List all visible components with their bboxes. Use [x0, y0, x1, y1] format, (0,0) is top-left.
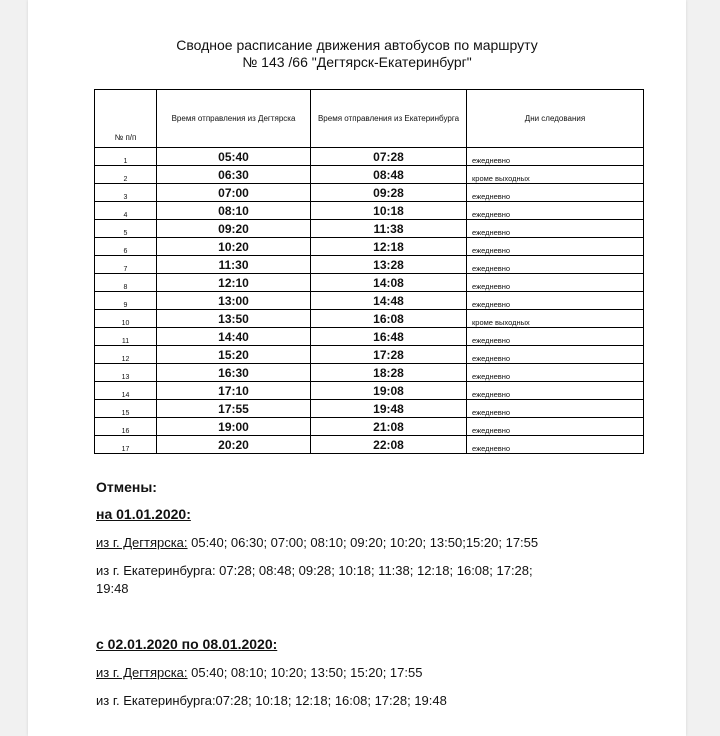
document-page [28, 0, 686, 736]
row-number: 4 [95, 202, 157, 220]
table-row [95, 148, 644, 166]
operating-days: кроме выходных [467, 166, 644, 184]
operating-days: ежедневно [467, 184, 644, 202]
operating-days: ежедневно [467, 418, 644, 436]
departure-degtyarsk: 12:10 [157, 274, 311, 292]
cancel-1-degtyarsk-label: из г. Дегтярска: [96, 535, 188, 550]
operating-days: ежедневно [467, 256, 644, 274]
departure-degtyarsk: 10:20 [157, 238, 311, 256]
departure-degtyarsk: 16:30 [157, 364, 311, 382]
cancel-2-degtyarsk-label: из г. Дегтярска: [96, 665, 188, 680]
table-row [95, 382, 644, 400]
departure-degtyarsk: 06:30 [157, 166, 311, 184]
departure-ekb: 19:08 [311, 382, 467, 400]
table-row [95, 238, 644, 256]
header-from-degtyarsk: Время отправления из Дегтярска [157, 90, 311, 148]
row-number: 17 [95, 436, 157, 454]
departure-ekb: 14:08 [311, 274, 467, 292]
row-number: 2 [95, 166, 157, 184]
row-number: 7 [95, 256, 157, 274]
departure-degtyarsk: 17:10 [157, 382, 311, 400]
operating-days: ежедневно [467, 400, 644, 418]
departure-ekb: 21:08 [311, 418, 467, 436]
departure-degtyarsk: 20:20 [157, 436, 311, 454]
schedule-body [95, 148, 644, 454]
departure-degtyarsk: 15:20 [157, 346, 311, 364]
departure-degtyarsk: 19:00 [157, 418, 311, 436]
table-row [95, 310, 644, 328]
row-number: 11 [95, 328, 157, 346]
departure-degtyarsk: 08:10 [157, 202, 311, 220]
table-row [95, 346, 644, 364]
departure-degtyarsk: 13:50 [157, 310, 311, 328]
row-number: 10 [95, 310, 157, 328]
header-num: № п/п [95, 90, 157, 148]
cancel-1-ekb-line-1: из г. Екатеринбурга: 07:28; 08:48; 09:28; 10:18; 11:38; 12:18; 16:08; 17:28; [96, 563, 533, 578]
departure-ekb: 17:28 [311, 346, 467, 364]
operating-days: ежедневно [467, 346, 644, 364]
departure-ekb: 09:28 [311, 184, 467, 202]
table-header-row [95, 90, 644, 148]
departure-degtyarsk: 11:30 [157, 256, 311, 274]
row-number: 16 [95, 418, 157, 436]
departure-degtyarsk: 14:40 [157, 328, 311, 346]
table-row [95, 328, 644, 346]
row-number: 13 [95, 364, 157, 382]
table-row [95, 400, 644, 418]
operating-days: ежедневно [467, 328, 644, 346]
row-number: 5 [95, 220, 157, 238]
table-row [95, 202, 644, 220]
header-days: Дни следования [467, 90, 644, 148]
departure-ekb: 11:38 [311, 220, 467, 238]
departure-ekb: 19:48 [311, 400, 467, 418]
departure-degtyarsk: 09:20 [157, 220, 311, 238]
schedule-table [94, 89, 644, 454]
departure-ekb: 22:08 [311, 436, 467, 454]
departure-ekb: 07:28 [311, 148, 467, 166]
title-line-1: Сводное расписание движения автобусов по маршруту [176, 37, 538, 53]
departure-degtyarsk: 17:55 [157, 400, 311, 418]
operating-days: ежедневно [467, 238, 644, 256]
departure-ekb: 12:18 [311, 238, 467, 256]
page-title [28, 37, 686, 71]
operating-days: ежедневно [467, 148, 644, 166]
departure-degtyarsk: 13:00 [157, 292, 311, 310]
row-number: 6 [95, 238, 157, 256]
row-number: 8 [95, 274, 157, 292]
row-number: 3 [95, 184, 157, 202]
table-row [95, 220, 644, 238]
operating-days: ежедневно [467, 292, 644, 310]
departure-ekb: 08:48 [311, 166, 467, 184]
operating-days: ежедневно [467, 436, 644, 454]
title-line-2: № 143 /66 "Дегтярск-Екатеринбург" [242, 54, 472, 70]
cancel-1-degtyarsk-times: 05:40; 06:30; 07:00; 08:10; 09:20; 10:20; 13:50;15:20; 17:55 [191, 535, 539, 550]
operating-days: кроме выходных [467, 310, 644, 328]
departure-ekb: 14:48 [311, 292, 467, 310]
row-number: 15 [95, 400, 157, 418]
header-from-ekb: Время отправления из Екатеринбурга [311, 90, 467, 148]
row-number: 14 [95, 382, 157, 400]
operating-days: ежедневно [467, 220, 644, 238]
table-row [95, 274, 644, 292]
cancel-2-ekb: из г. Екатеринбурга:07:28; 10:18; 12:18; 16:08; 17:28; 19:48 [96, 693, 447, 708]
table-row [95, 184, 644, 202]
table-row [95, 166, 644, 184]
departure-ekb: 16:48 [311, 328, 467, 346]
table-row [95, 292, 644, 310]
cancel-2-degtyarsk-times: 05:40; 08:10; 10:20; 13:50; 15:20; 17:55 [191, 665, 423, 680]
table-row [95, 364, 644, 382]
departure-ekb: 18:28 [311, 364, 467, 382]
operating-days: ежедневно [467, 274, 644, 292]
departure-degtyarsk: 05:40 [157, 148, 311, 166]
cancel-date-2: с 02.01.2020 по 08.01.2020: [96, 636, 278, 652]
departure-ekb: 13:28 [311, 256, 467, 274]
cancel-2-degtyarsk [96, 665, 422, 680]
cancel-date-1: на 01.01.2020: [96, 506, 191, 522]
cancel-1-ekb-line-2: 19:48 [96, 581, 129, 596]
table-row [95, 436, 644, 454]
row-number: 12 [95, 346, 157, 364]
cancel-1-degtyarsk [96, 535, 538, 550]
departure-ekb: 10:18 [311, 202, 467, 220]
operating-days: ежедневно [467, 364, 644, 382]
departure-degtyarsk: 07:00 [157, 184, 311, 202]
row-number: 1 [95, 148, 157, 166]
departure-ekb: 16:08 [311, 310, 467, 328]
operating-days: ежедневно [467, 202, 644, 220]
cancellations-heading: Отмены: [96, 479, 157, 495]
table-row [95, 256, 644, 274]
row-number: 9 [95, 292, 157, 310]
table-row [95, 418, 644, 436]
operating-days: ежедневно [467, 382, 644, 400]
